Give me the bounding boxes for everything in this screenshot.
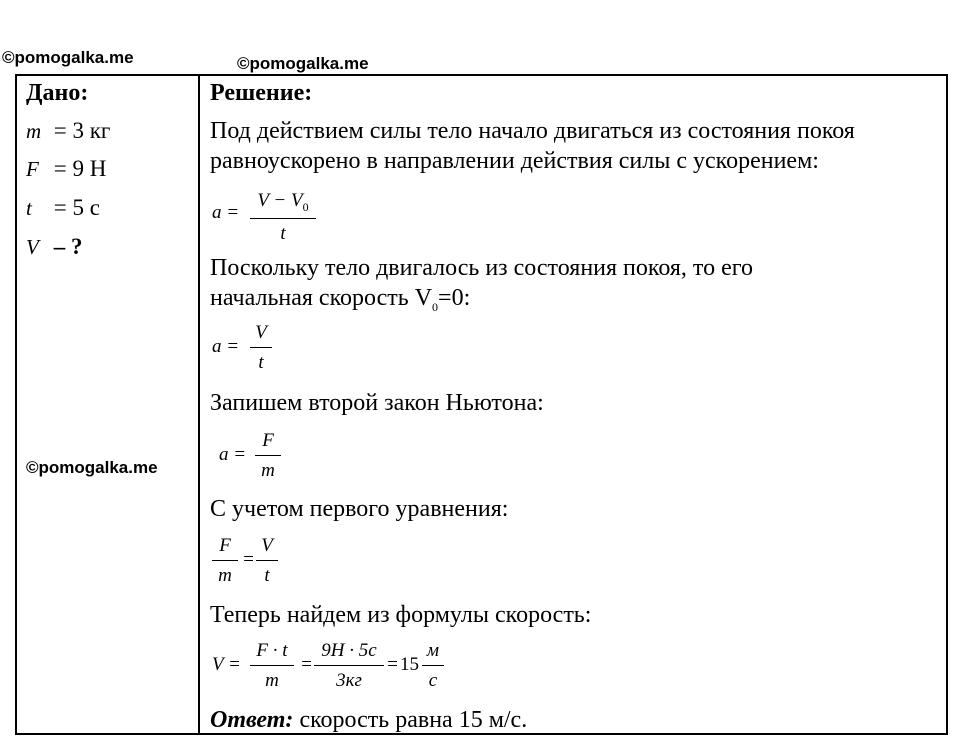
coefficient: 15 <box>400 654 419 675</box>
given-row <box>26 234 83 260</box>
answer <box>210 705 527 735</box>
formula-lhs: a = <box>212 202 240 223</box>
formula-lhs: a = <box>212 336 240 357</box>
given-var: t <box>26 196 32 220</box>
answer-label: Ответ: <box>210 707 294 733</box>
fraction-denominator: m <box>261 460 275 481</box>
solution-text: С учетом первого уравнения: <box>210 496 509 522</box>
fraction <box>250 640 294 692</box>
fraction-denominator: m <box>265 670 279 691</box>
subscript: 0 <box>302 199 309 214</box>
fraction-denominator: m <box>218 565 232 586</box>
watermark: ©pomogalka.me <box>26 458 158 477</box>
column-divider <box>198 74 200 735</box>
fraction-denominator: t <box>280 222 286 244</box>
given-value: = 5 с <box>53 195 100 220</box>
answer-text: скорость равна 15 м/с. <box>293 707 528 733</box>
watermark: ©pomogalka.me <box>237 54 369 73</box>
fraction-denominator: c <box>428 670 438 691</box>
equals-sign: = <box>300 654 313 675</box>
given-var: F <box>26 157 39 181</box>
solution-text <box>210 283 470 322</box>
fraction-numerator: V <box>256 535 278 561</box>
fraction-denominator: t <box>258 352 264 373</box>
solution-text: равноускорено в направлении действия силы с ускорением: <box>210 148 819 174</box>
fraction-numerator: F <box>212 535 238 561</box>
equals-sign: = <box>242 549 255 570</box>
watermark: ©pomogalka.me <box>2 48 134 67</box>
subscript: 0 <box>432 299 439 314</box>
solution-header: Решение: <box>210 80 313 106</box>
solution-text: Под действием силы тело начало двигаться из состояния покоя <box>210 118 855 144</box>
text-part: =0: <box>438 285 471 311</box>
fraction-denominator: t <box>264 565 270 586</box>
fraction <box>314 640 384 692</box>
solution-text: Поскольку тело двигалось из состояния покоя, то его <box>210 255 753 281</box>
given-value: – ? <box>53 234 83 259</box>
fraction <box>250 322 272 374</box>
given-var: m <box>26 119 42 143</box>
fraction <box>256 535 278 587</box>
fraction-numerator: F <box>255 430 281 456</box>
given-value: = 9 Н <box>53 156 107 181</box>
given-row <box>26 195 100 221</box>
equals-sign: = <box>386 654 399 675</box>
fraction-numerator: м <box>422 640 444 666</box>
solution-text: Запишем второй закон Ньютона: <box>210 390 544 416</box>
fraction <box>250 190 316 245</box>
fraction-numerator: V − V <box>257 190 303 211</box>
given-row <box>26 156 106 182</box>
fraction-denominator: 3кг <box>336 670 362 691</box>
formula-lhs: V = <box>212 654 241 675</box>
given-header: Дано: <box>26 80 89 106</box>
text-part: начальная скорость V <box>210 285 433 311</box>
fraction <box>212 535 238 587</box>
formula-lhs: a = <box>219 444 247 465</box>
fraction-numerator: V <box>250 322 272 348</box>
given-row <box>26 118 110 144</box>
fraction-numerator: 9H · 5c <box>314 640 384 666</box>
given-value: = 3 кг <box>53 118 111 143</box>
given-var: V <box>26 235 39 259</box>
fraction-numerator: F · t <box>250 640 294 666</box>
solution-text: Теперь найдем из формулы скорость: <box>210 602 592 628</box>
fraction <box>422 640 444 692</box>
fraction <box>255 430 281 482</box>
